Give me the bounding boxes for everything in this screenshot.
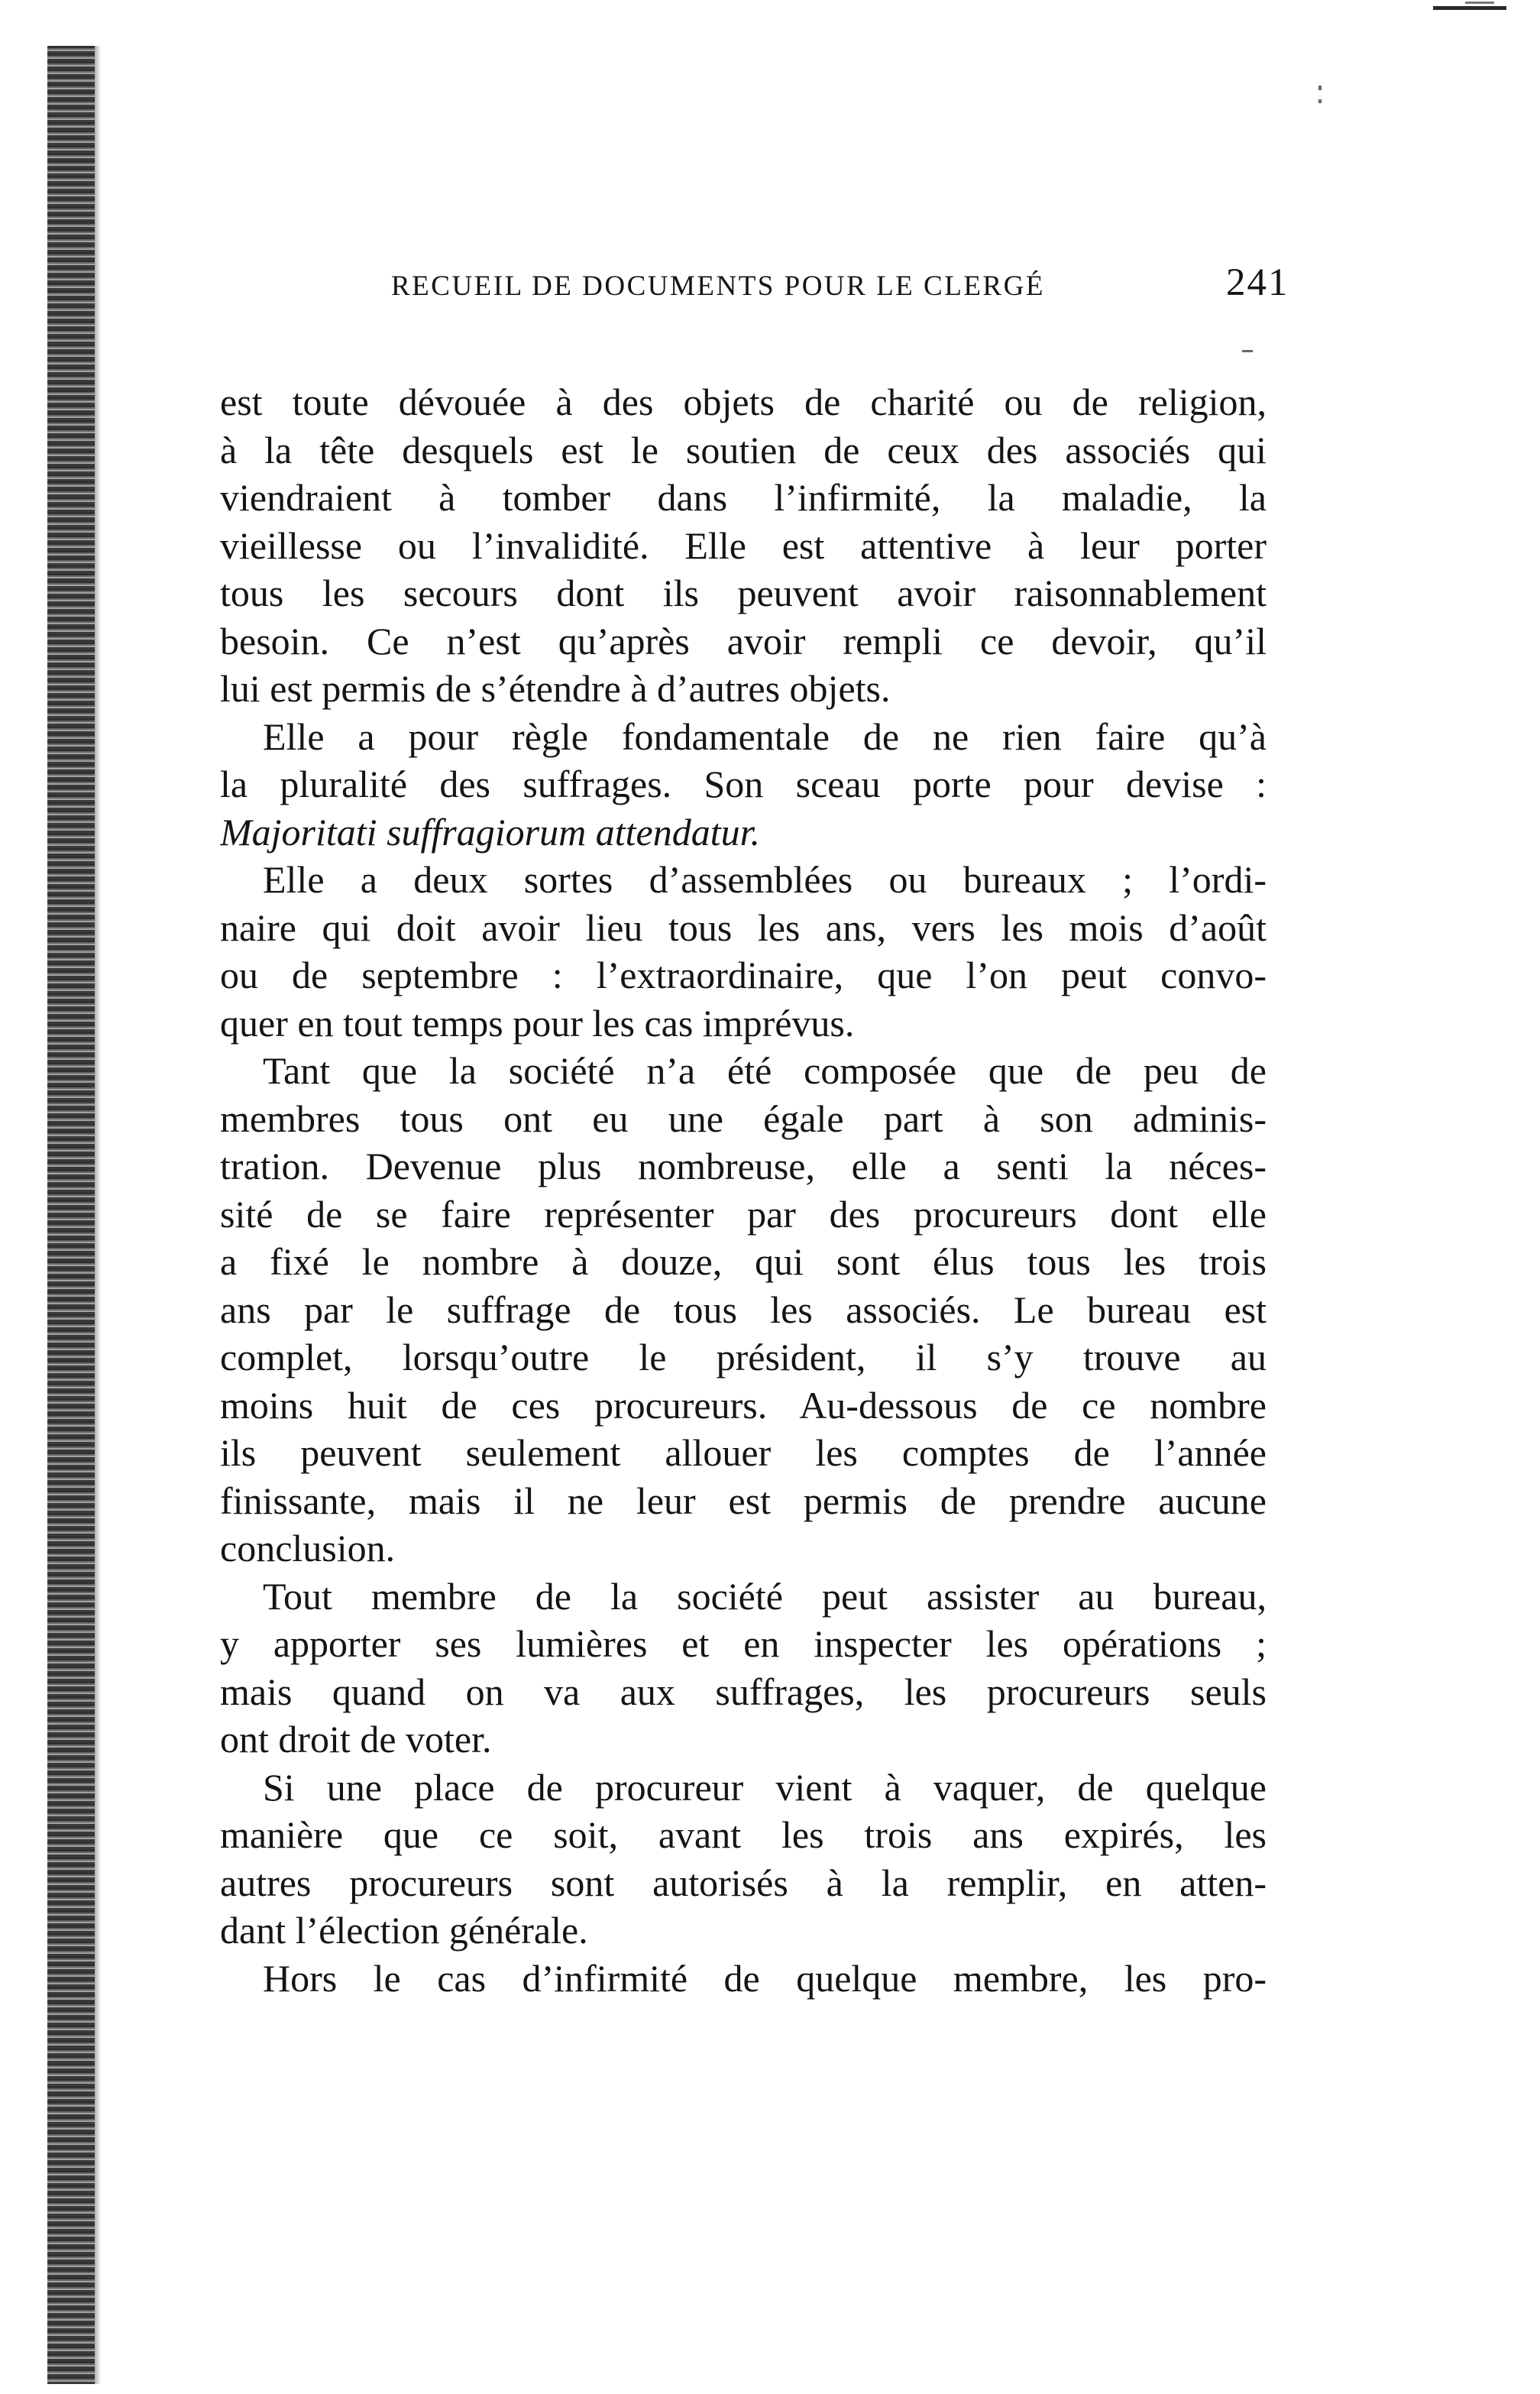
- text-line: tous les secours dont ils peuvent avoir raisonnablement: [220, 572, 1267, 614]
- binding-edge: [47, 46, 95, 2384]
- text-line-motto: Majoritati suffragiorum attendatur.: [220, 810, 761, 854]
- text-line: ils peuvent seulement allouer les comptes de l’année: [220, 1431, 1267, 1474]
- text-line: ont droit de voter.: [220, 1718, 492, 1761]
- text-line: finissante, mais il ne leur est permis de prendre aucune: [220, 1479, 1267, 1522]
- text-line: lui est permis de s’étendre à d’autres objets.: [220, 667, 891, 710]
- text-line: Elle a pour règle fondamentale de ne rien faire qu’à: [263, 714, 1267, 758]
- text-line: tration. Devenue plus nombreuse, elle a senti la néces-: [220, 1145, 1267, 1187]
- text-line: la pluralité des suffrages. Son sceau porte pour devise :: [220, 763, 1267, 805]
- body-text: [220, 378, 1267, 2002]
- text-line: ou de septembre : l’extraordinaire, que l’on peut convo-: [220, 954, 1267, 996]
- page-number: 241: [1226, 261, 1289, 304]
- text-line: naire qui doit avoir lieu tous les ans, vers les mois d’août: [220, 905, 1267, 949]
- text-line: autres procureurs sont autorisés à la remplir, en atten-: [220, 1861, 1267, 1904]
- text-line: a fixé le nombre à douze, qui sont élus tous les trois: [220, 1240, 1267, 1283]
- stray-mark: [1318, 99, 1322, 103]
- running-head: RECUEIL DE DOCUMENTS POUR LE CLERGÉ: [391, 270, 1045, 302]
- text-line: quer en tout temps pour les cas imprévus.: [220, 1001, 855, 1045]
- corner-rule: [1433, 6, 1506, 10]
- text-line: complet, lorsqu’outre le président, il s’y trouve au: [220, 1336, 1267, 1378]
- text-line: moins huit de ces procureurs. Au-dessous de ce nombre: [220, 1383, 1267, 1427]
- text-line: y apporter ses lumières et en inspecter les opérations ;: [220, 1622, 1267, 1665]
- text-line: membres tous ont eu une égale part à son adminis-: [220, 1097, 1267, 1140]
- text-line: mais quand on va aux suffrages, les procureurs seuls: [220, 1670, 1267, 1713]
- stray-mark: [1242, 350, 1253, 352]
- text-line: Si une place de procureur vient à vaquer, de quelque: [263, 1765, 1267, 1809]
- text-line: conclusion.: [220, 1527, 396, 1570]
- corner-rule-short: [1465, 2, 1494, 4]
- text-line: Tout membre de la société peut assister au bureau,: [263, 1574, 1267, 1618]
- text-line: vieillesse ou l’invalidité. Elle est attentive à leur porter: [220, 523, 1267, 567]
- text-line: viendraient à tomber dans l’infirmité, la maladie, la: [220, 476, 1267, 519]
- text-line: sité de se faire représenter par des procureurs dont elle: [220, 1192, 1267, 1236]
- text-line: Elle a deux sortes d’assemblées ou bureaux ; l’ordi-: [263, 858, 1267, 901]
- text-line: est toute dévouée à des objets de charité ou de religion,: [220, 381, 1267, 423]
- text-line: dant l’élection générale.: [220, 1909, 588, 1952]
- text-line: Tant que la société n’a été composée que de peu de: [263, 1049, 1267, 1092]
- text-line: Hors le cas d’infirmité de quelque membre, les pro-: [263, 1956, 1267, 2000]
- text-line: manière que ce soit, avant les trois ans expirés, les: [220, 1813, 1267, 1856]
- text-line: besoin. Ce n’est qu’après avoir rempli ce devoir, qu’il: [220, 619, 1267, 662]
- text-line: ans par le suffrage de tous les associés. Le bureau est: [220, 1288, 1267, 1331]
- text-line: à la tête desquels est le soutien de ceux des associés qui: [220, 428, 1267, 471]
- stray-mark: [1318, 86, 1322, 90]
